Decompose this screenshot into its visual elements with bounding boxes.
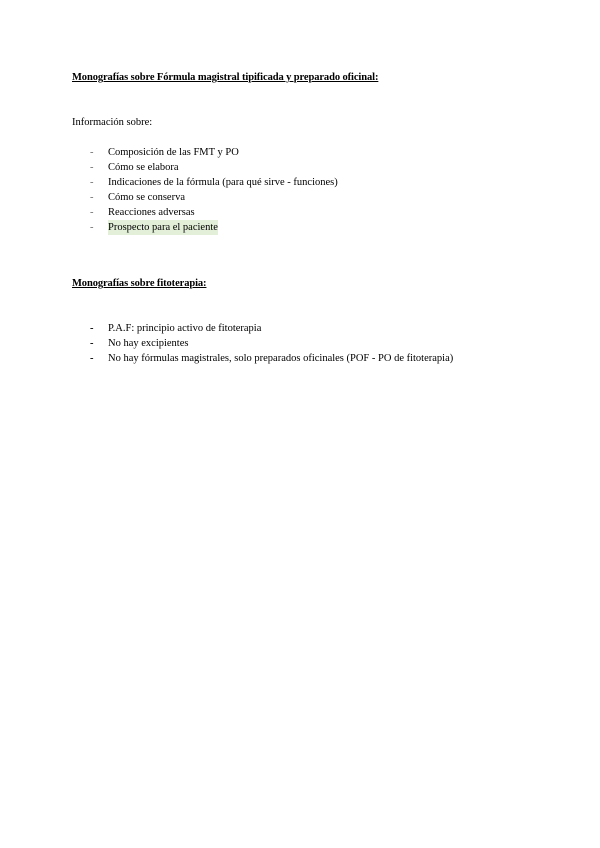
- list-item-text: Cómo se conserva: [108, 192, 185, 203]
- section2-heading: Monografías sobre fitoterapia:: [72, 278, 207, 289]
- list-item-text: Cómo se elabora: [108, 162, 179, 173]
- list-dash: -: [90, 353, 94, 364]
- highlighted-list-item-text: Prospecto para el paciente: [108, 222, 218, 233]
- list-dash: -: [90, 192, 94, 203]
- list-item-text: No hay fórmulas magistrales, solo preparados oficinales (POF - PO de fitoterapia): [108, 353, 454, 364]
- list-dash: -: [90, 338, 94, 349]
- list-dash: -: [90, 222, 94, 233]
- list-dash: -: [90, 177, 94, 188]
- list-dash: -: [90, 323, 94, 334]
- list-item-text: No hay excipientes: [108, 338, 189, 349]
- list-item-text: Composición de las FMT y PO: [108, 147, 239, 158]
- list-item-text: Reacciones adversas: [108, 207, 195, 218]
- list-dash: -: [90, 207, 94, 218]
- section1-intro: Información sobre:: [72, 117, 153, 128]
- list-dash: -: [90, 162, 94, 173]
- list-item-text: P.A.F: principio activo de fitoterapia: [108, 323, 262, 334]
- list-item-text: Indicaciones de la fórmula (para qué sirve - funciones): [108, 177, 338, 188]
- section1-heading: Monografías sobre Fórmula magistral tipificada y preparado oficinal:: [72, 72, 379, 83]
- list-dash: -: [90, 147, 94, 158]
